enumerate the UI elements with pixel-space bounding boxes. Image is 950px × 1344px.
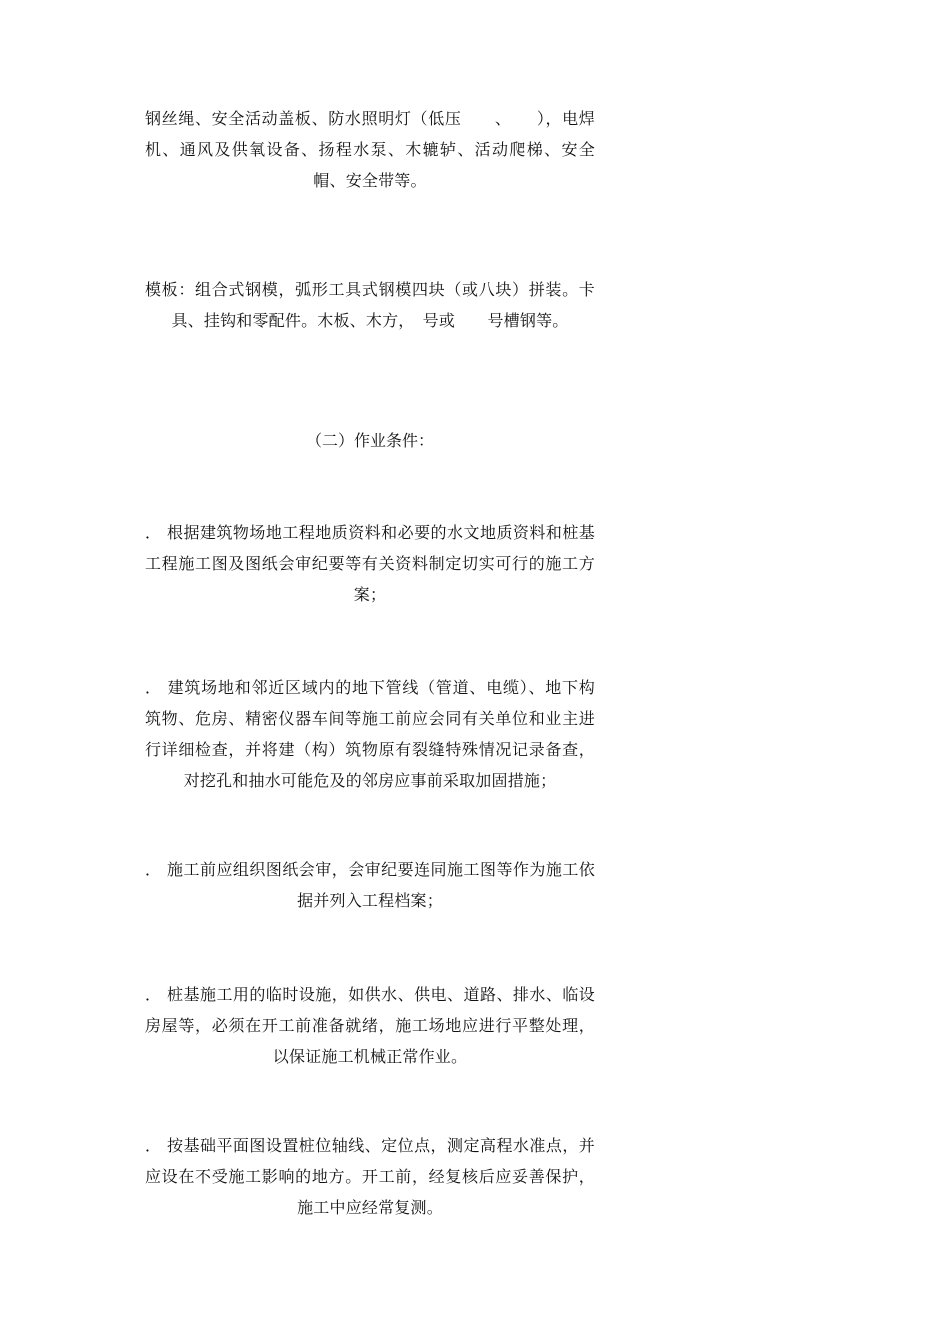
- condition-item-2: ． 建筑场地和邻近区域内的地下管线（管道、电缆）、地下构筑物、危房、精密仪器车间等施工前应会同有关单位和业主进行详细检查，并将建（构）筑物原有裂缝特殊情况记录备查，对挖孔和抽水可能危及的邻房应事前采取加固措施；: [145, 678, 595, 790]
- condition-item-3: ． 施工前应组织图纸会审，会审纪要连同施工图等作为施工依据并列入工程档案；: [145, 860, 595, 910]
- condition-item-4: ． 桩基施工用的临时设施，如供水、供电、道路、排水、临设房屋等，必须在开工前准备就绪，施工场地应进行平整处理，以保证施工机械正常作业。: [145, 985, 595, 1066]
- section-heading: （二）作业条件：: [305, 431, 434, 450]
- condition-item-5: ． 按基础平面图设置桩位轴线、定位点，测定高程水准点，并应设在不受施工影响的地方。开工前，经复核后应妥善保护，施工中应经常复测。: [145, 1136, 595, 1217]
- materials-paragraph-tools: 钢丝绳、安全活动盖板、防水照明灯（低压 、 ），电焊机、通风及供氧设备、扬程水泵、木辘轳、活动爬梯、安全帽、安全带等。: [145, 109, 595, 190]
- materials-paragraph-formwork: 模板：组合式钢模，弧形工具式钢模四块（或八块）拼装。卡具、挂钩和零配件。木板、木方， 号或 号槽钢等。: [145, 280, 595, 330]
- condition-item-1: ． 根据建筑物场地工程地质资料和必要的水文地质资料和桩基工程施工图及图纸会审纪要等有关资料制定切实可行的施工方案；: [145, 523, 595, 604]
